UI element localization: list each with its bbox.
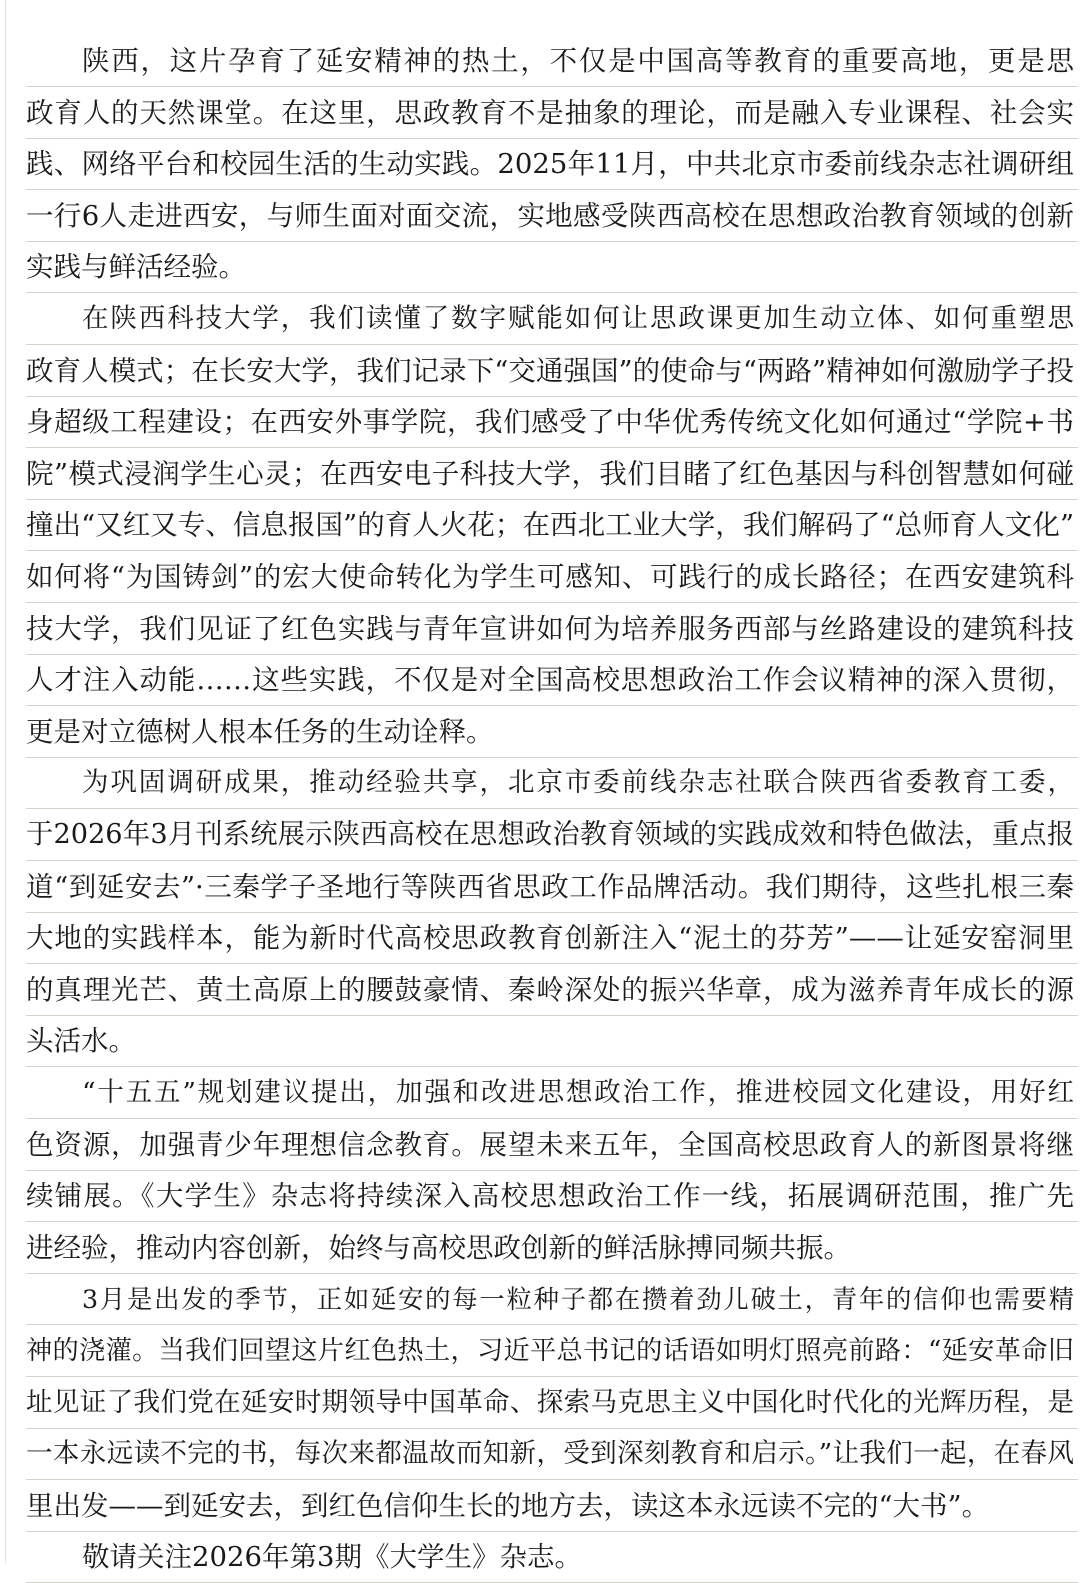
text-line: [26, 242, 1078, 293]
text-line-content: 进经验，推动内容创新，始终与高校思政创新的鲜活脉搏同频共振。: [26, 1231, 851, 1264]
text-line: [26, 1532, 1078, 1583]
text-line: [26, 707, 1078, 758]
text-line: [26, 655, 1078, 706]
text-line-content: 院”模式浸润学生心灵；在西安电子科技大学，我们目睹了红色基因与科创智慧如何碰: [26, 457, 1074, 490]
text-line-content: 续铺展。《大学生》杂志将持续深入高校思想政治工作一线，拓展调研范围，推广先: [26, 1180, 1074, 1213]
text-line-content: 3月是出发的季节，正如延安的每一粒种子都在攒着劲儿破土，青年的信仰也需要精: [82, 1284, 1074, 1315]
text-line-content: 实践与鲜活经验。: [26, 251, 246, 284]
text-line-content: 于2026年3月刊系统展示陕西高校在思想政治教育领域的实践成效和特色做法，重点报: [26, 819, 1074, 850]
text-line: [26, 1378, 1078, 1429]
text-line-content: 撞出“又红又专、信息报国”的育人火花；在西北工业大学，我们解码了“总师育人文化”: [26, 509, 1074, 542]
text-line-content: 陕西，这片孕育了延安精神的热土，不仅是中国高等教育的重要高地，更是思: [82, 45, 1074, 77]
text-line-content: 的真理光芒、黄土高原上的腰鼓豪情、秦岭深处的振兴华章，成为滋养青年成长的源: [26, 973, 1074, 1006]
text-line: [26, 862, 1078, 913]
text-line: [26, 1274, 1078, 1325]
text-line-content: 址见证了我们党在延安时期领导中国革命、探索马克思主义中国化时代化的光辉历程，是: [26, 1386, 1074, 1418]
text-line: [26, 604, 1078, 655]
text-line-content: 人才注入动能……这些实践，不仅是对全国高校思想政治工作会议精神的深入贯彻，: [26, 664, 1074, 697]
text-line-content: 如何将“为国铸剑”的宏大使命转化为学生可感知、可践行的成长路径；在西安建筑科: [26, 561, 1074, 593]
text-line: [26, 1223, 1078, 1274]
text-line-content: 技大学，我们见证了红色实践与青年宣讲如何为培养服务西部与丝路建设的建筑科技: [26, 612, 1074, 645]
text-line-content: 政育人模式；在长安大学，我们记录下“交通强国”的使命与“两路”精神如何激励学子投: [26, 354, 1074, 387]
text-line: [26, 1068, 1078, 1119]
text-line: [26, 346, 1078, 397]
text-line: [26, 1171, 1078, 1222]
text-line: [26, 810, 1078, 861]
text-line: [26, 1326, 1078, 1377]
text-line: [26, 397, 1078, 448]
text-line-content: 色资源，加强青少年理想信念教育。展望未来五年，全国高校思政育人的新图景将继: [26, 1128, 1074, 1161]
text-line: [26, 758, 1078, 809]
text-line-content: 更是对立德树人根本任务的生动诠释。: [26, 715, 494, 748]
document-page: [6, 0, 1081, 1574]
text-line-content: 神的浇灌。当我们回望这片红色热土，习近平总书记的话语如明灯照亮前路：“延安革命旧: [26, 1336, 1074, 1366]
text-line: [26, 88, 1078, 139]
text-line-content: 道“到延安去”·三秦学子圣地行等陕西省思政工作品牌活动。我们期待，这些扎根三秦: [26, 870, 1074, 903]
text-line: [26, 449, 1078, 500]
text-line: [26, 500, 1078, 551]
text-line-content: 践、网络平台和校园生活的生动实践。2025年11月，中共北京市委前线杂志社调研组: [26, 148, 1074, 181]
text-line-content: 一本永远读不完的书，每次来都温故而知新，受到深刻教育和启示。”让我们一起，在春风: [26, 1438, 1074, 1470]
text-line-content: “十五五”规划建议提出，加强和改进思想政治工作，推进校园文化建设，用好红: [82, 1077, 1074, 1108]
text-line-content: 为巩固调研成果，推动经验共享，北京市委前线杂志社联合陕西省委教育工委，: [82, 767, 1074, 799]
text-line: [26, 1120, 1078, 1171]
text-line-content: 在陕西科技大学，我们读懂了数字赋能如何让思政课更加生动立体、如何重塑思: [82, 303, 1074, 334]
text-line: [26, 139, 1078, 190]
text-line: [26, 1429, 1078, 1480]
text-line-content: 大地的实践样本，能为新时代高校思政教育创新注入“泥土的芬芳”——让延安窑洞里: [26, 922, 1074, 955]
text-line: [26, 552, 1078, 603]
text-line-content: 敬请关注2026年第3期《大学生》杂志。: [82, 1541, 582, 1574]
text-line-content: 政育人的天然课堂。在这里，思政教育不是抽象的理论，而是融入专业课程、社会实: [26, 96, 1074, 129]
text-line: [26, 913, 1078, 964]
text-line: [26, 1481, 1078, 1532]
text-line-content: 头活水。: [26, 1025, 136, 1058]
text-line: [26, 191, 1078, 242]
text-line: [26, 1016, 1078, 1067]
text-line: [26, 36, 1078, 87]
text-line-content: 里出发——到延安去，到红色信仰生长的地方去，读这本永远读不完的“大书”。: [26, 1489, 990, 1522]
text-line-content: 身超级工程建设；在西安外事学院，我们感受了中华优秀传统文化如何通过“学院+书: [26, 406, 1074, 439]
text-line: [26, 294, 1078, 345]
text-line-content: 一行6人走进西安，与师生面对面交流，实地感受陕西高校在思想政治教育领域的创新: [26, 199, 1074, 232]
text-line: [26, 965, 1078, 1016]
